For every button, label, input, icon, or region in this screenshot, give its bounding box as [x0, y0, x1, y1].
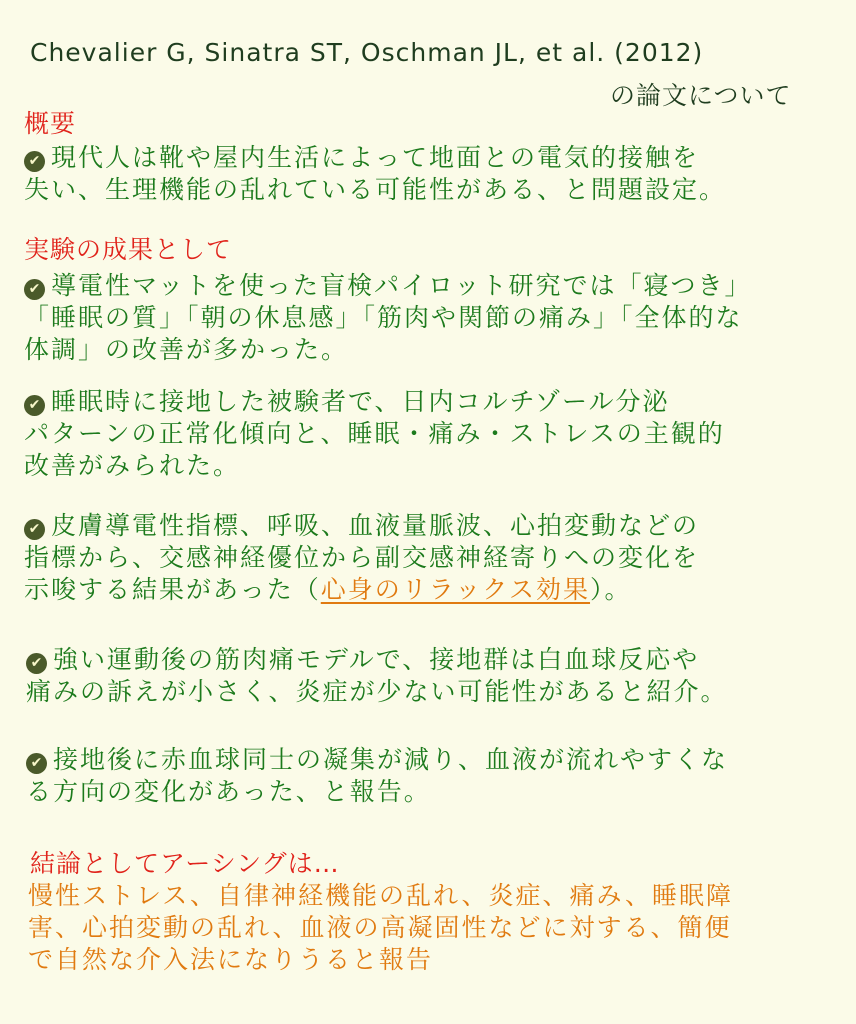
result-item-1: [24, 270, 752, 366]
result-item-line: 強い運動後の筋肉痛モデルで、接地群は白血球反応や: [53, 645, 700, 674]
result-item-line: 導電性マットを使った盲検パイロット研究では「寝つき」: [51, 271, 752, 300]
check-circle-icon: ✔: [24, 519, 45, 540]
conclusion-line: 害、心拍変動の乱れ、血液の高凝固性などに対する、簡便: [28, 913, 732, 942]
overview-heading: 概要: [24, 109, 77, 138]
result-item-line: 改善がみられた。: [24, 451, 241, 480]
result-item-4: [26, 644, 728, 708]
overview-item-line: 現代人は靴や屋内生活によって地面との電気的接触を: [51, 143, 700, 172]
conclusion-text: [28, 880, 733, 976]
check-circle-icon: ✔: [26, 653, 47, 674]
result-item-line: 指標から、交感神経優位から副交感神経寄りへの変化を: [24, 543, 700, 572]
conclusion-line: で自然な介入法になりうると報告: [28, 945, 434, 974]
conclusion-line: 慢性ストレス、自律神経機能の乱れ、炎症、痛み、睡眠障: [28, 881, 734, 910]
result-item-line: 示唆する結果があった（心身のリラックス効果）。: [24, 575, 632, 604]
result-item-line: る方向の変化があった、と報告。: [26, 777, 431, 806]
result-item-5: [26, 744, 728, 808]
check-circle-icon: ✔: [24, 279, 45, 300]
result-item-line: 睡眠時に接地した被験者で、日内コルチゾール分泌: [51, 387, 670, 416]
result-item-line: 接地後に赤血球同士の凝集が減り、血液が流れやすくな: [53, 745, 729, 774]
result-item-line: 体調」の改善が多かった。: [24, 335, 349, 364]
conclusion-heading: 結論としてアーシングは…: [30, 849, 340, 878]
result-item-2: [24, 386, 725, 482]
check-circle-icon: ✔: [24, 151, 45, 172]
result-item-line: 皮膚導電性指標、呼吸、血液量脈波、心拍変動などの: [51, 511, 700, 540]
result-item-line: パターンの正常化傾向と、睡眠・痛み・ストレスの主観的: [24, 419, 725, 448]
overview-item-line: 失い、生理機能の乱れている可能性がある、と問題設定。: [24, 175, 727, 204]
relax-effect-link[interactable]: 心身のリラックス効果: [320, 575, 591, 604]
check-circle-icon: ✔: [26, 753, 47, 774]
result-item-line: 痛みの訴えが小さく、炎症が少ない可能性があると紹介。: [26, 677, 728, 706]
results-heading: 実験の成果として: [24, 235, 233, 264]
result-item-line: 「睡眠の質」「朝の休息感」「筋肉や関節の痛み」「全体的な: [24, 303, 743, 332]
check-circle-icon: ✔: [24, 395, 45, 416]
overview-item: [24, 142, 726, 206]
result-item-3: [24, 510, 699, 606]
